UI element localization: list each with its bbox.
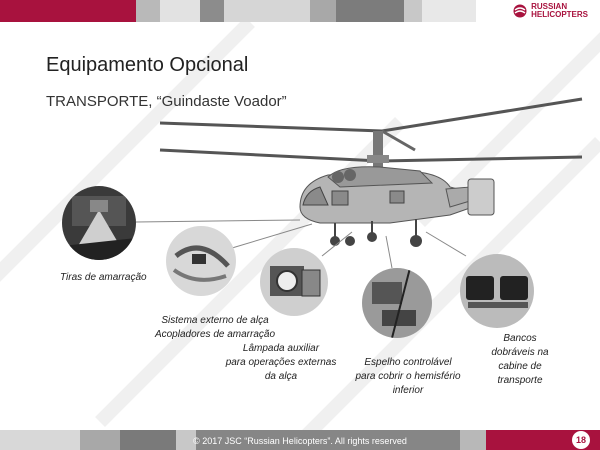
- caption-auxiliary-lamp: Lâmpada auxiliar para operações externas da alça: [225, 343, 337, 382]
- cabin-interior-image: [62, 186, 136, 260]
- tiedown-straps-image: [166, 226, 236, 296]
- control-mirror-image: [362, 268, 432, 338]
- footer-copyright: © 2017 JSC “Russian Helicopters”. All rights reserved: [193, 436, 407, 446]
- slide-subtitle: TRANSPORTE, “Guindaste Voador”: [46, 93, 287, 110]
- tiedown-straps-photo: [166, 226, 236, 296]
- page-number-badge: 18: [572, 431, 590, 449]
- logo-text: RUSSIAN HELICOPTERS: [531, 2, 588, 19]
- cabin-interior-photo: [62, 186, 136, 260]
- auxiliary-lamp-image: [260, 248, 328, 316]
- caption-tiedown-straps: Tiras de amarração: [60, 272, 147, 283]
- auxiliary-lamp-photo: [260, 248, 328, 316]
- slide-title: Equipamento Opcional: [46, 54, 249, 76]
- caption-sling-system: Sistema externo de alça Acopladores de amarração: [154, 315, 276, 340]
- caption-folding-seats: Bancos dobráveis na cabine de transporte: [491, 333, 549, 386]
- folding-seats-photo: [460, 254, 534, 328]
- caption-control-mirror: Espelho controlável para cobrir o hemisfério inferior: [355, 357, 461, 396]
- control-mirror-photo: [362, 268, 432, 338]
- folding-seats-image: [460, 254, 534, 328]
